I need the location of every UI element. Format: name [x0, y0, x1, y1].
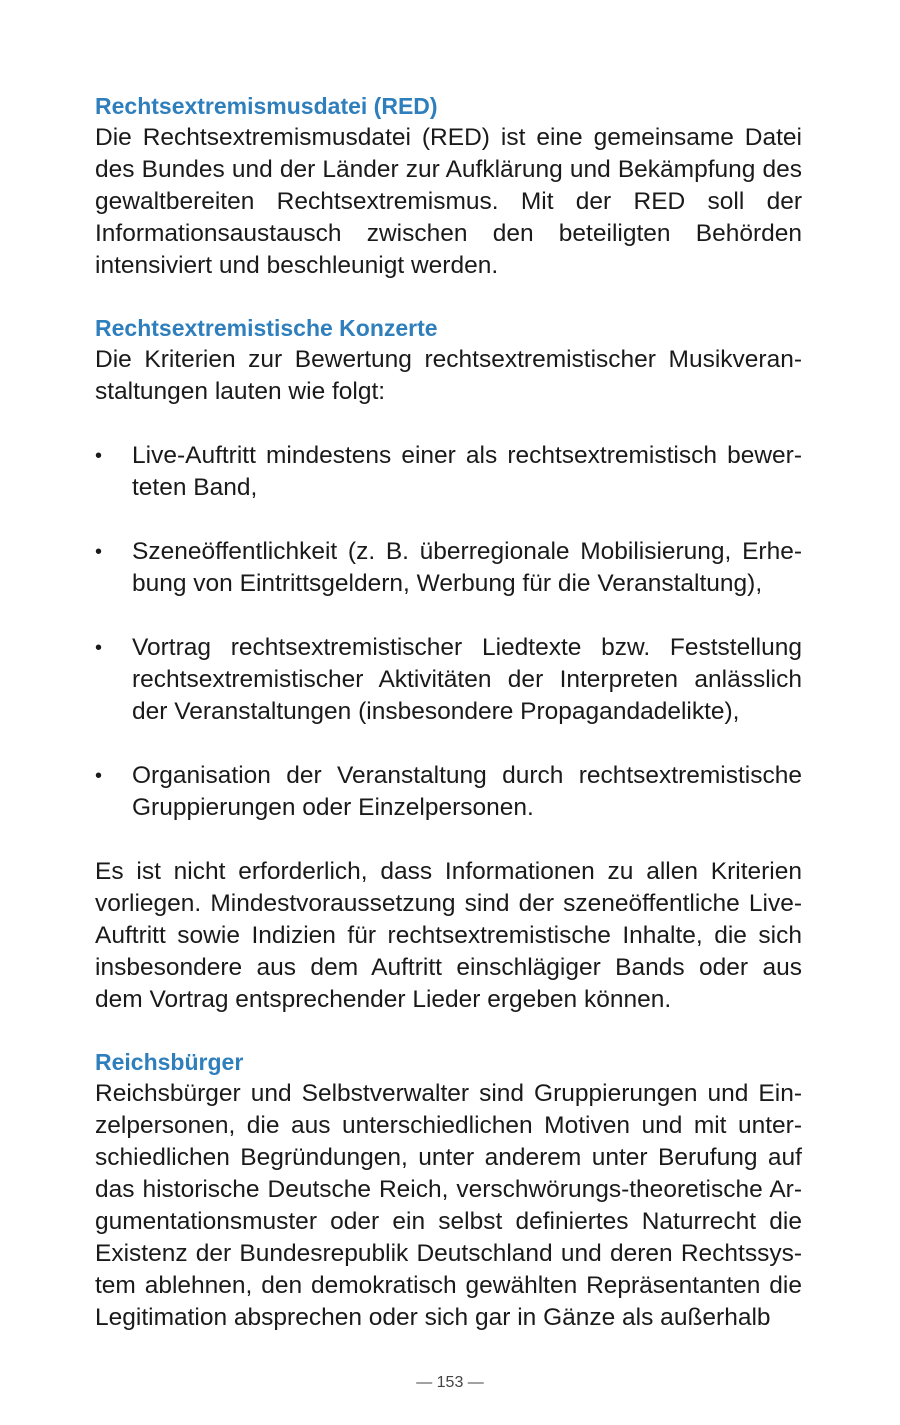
list-item	[95, 440, 802, 504]
section-intro-konzerte: Die Kriterien zur Bewertung rechtsextremistischer Musikveranstaltungen lauten wie folgt:	[95, 346, 802, 405]
list-item-text: Organisation der Veranstaltung durch rechtsextremistische Gruppierungen oder Einzelpersonen.	[132, 762, 802, 821]
bullet-icon: •	[95, 765, 103, 787]
bullet-icon: •	[95, 541, 103, 563]
list-item	[95, 632, 802, 728]
document-page	[95, 90, 802, 1334]
section-konzerte	[95, 312, 802, 1016]
list-item	[95, 760, 802, 824]
list-item-text: Vortrag rechtsextremistischer Liedtexte bzw. Feststellung rechtsextremistischer Aktivitäten der Interpreten anlässlich der Veranstaltungen (insbesondere Propagandadelikte),	[132, 634, 802, 725]
section-reichsbuerger	[95, 1046, 802, 1334]
section-closing-konzerte: Es ist nicht erforderlich, dass Informationen zu allen Kriterien vorliegen. Mindestvoraussetzung sind der szeneöffentliche Live-Auftritt sowie Indizien für rechtsextremistische Inhalte, die sich insbesondere aus dem Auftritt einschlägiger Bands oder aus dem Vortrag entsprechender Lieder ergeben können.	[95, 858, 802, 1013]
criteria-list	[95, 440, 802, 824]
section-heading-red: Rechtsextremismusdatei (RED)	[95, 93, 438, 119]
section-heading-reichsbuerger: Reichsbürger	[95, 1049, 244, 1075]
section-red	[95, 90, 802, 282]
section-body-reichsbuerger: Reichsbürger und Selbstverwalter sind Gruppierungen und Einzelpersonen, die aus unterschiedlichen Motiven und mit unterschiedlichen Begründungen, unter anderem unter Berufung auf das historische Deutsche Reich, verschwörungs-theoretische Argumentationsmuster oder ein selbst definiertes Naturrecht die Existenz der Bundesrepublik Deutschland und deren Rechtssystem ablehnen, den demokratisch gewählten Repräsentanten die Legitimation absprechen oder sich gar in Gänze als außerhalb	[95, 1080, 802, 1331]
page-number: — 153 —	[416, 1374, 484, 1391]
list-item	[95, 536, 802, 600]
list-item-text: Live-Auftritt mindestens einer als rechtsextremistisch bewerteten Band,	[132, 442, 802, 501]
bullet-icon: •	[95, 445, 103, 467]
section-heading-konzerte: Rechtsextremistische Konzerte	[95, 315, 438, 341]
list-item-text: Szeneöffentlichkeit (z. B. überregionale Mobilisierung, Erhebung von Eintrittsgeldern, Werbung für die Veranstaltung),	[132, 538, 802, 597]
section-body-red: Die Rechtsextremismusdatei (RED) ist eine gemeinsame Datei des Bundes und der Länder zur Aufklärung und Bekämpfung des gewaltbereiten Rechtsextremismus. Mit der RED soll der Informationsaustausch zwischen den beteiligten Behörden intensiviert und beschleunigt werden.	[95, 124, 802, 279]
bullet-icon: •	[95, 637, 103, 659]
